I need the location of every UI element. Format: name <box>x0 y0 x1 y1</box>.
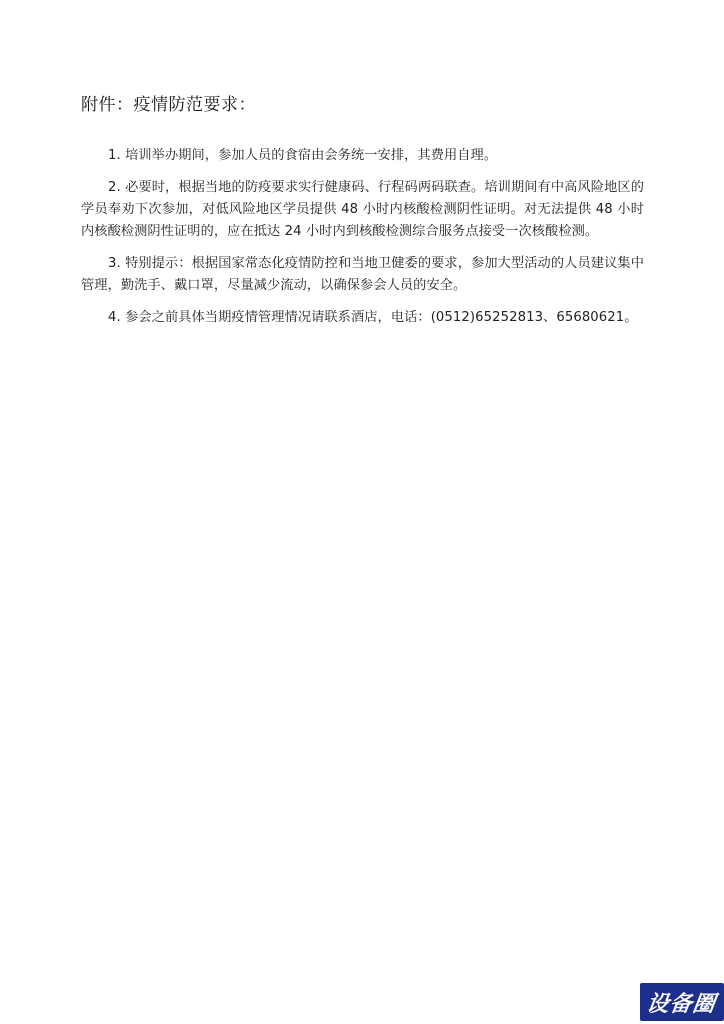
list-item <box>81 145 644 167</box>
item-number: 1. <box>108 148 126 163</box>
page-title: 附件：疫情防范要求： <box>81 95 256 115</box>
list-item <box>81 253 644 297</box>
item-text: 培训举办期间，参加人员的食宿由会务统一安排，其费用自理。 <box>125 148 498 163</box>
list-item <box>81 307 644 329</box>
list-item <box>81 177 644 243</box>
requirements-list <box>81 145 644 339</box>
item-text: 特别提示：根据国家常态化疫情防控和当地卫健委的要求，参加大型活动的人员建议集中管理，勤洗手、戴口罩，尽量减少流动，以确保参会人员的安全。 <box>81 256 644 293</box>
item-number: 3. <box>108 256 126 271</box>
watermark-logo <box>640 983 724 1021</box>
watermark-text: 设备圈 <box>645 990 719 1017</box>
item-text: 参会之前具体当期疫情管理情况请联系酒店，电话：(0512)65252813、65680621。 <box>125 310 638 325</box>
item-number: 4. <box>108 310 126 325</box>
item-number: 2. <box>108 180 126 195</box>
item-text: 必要时，根据当地的防疫要求实行健康码、行程码两码联查。培训期间有中高风险地区的学员奉劝下次参加，对低风险地区学员提供 48 小时内核酸检测阴性证明。对无法提供 48 小时内核酸检测阴性证明的，应在抵达 24 小时内到核酸检测综合服务点接受一次核酸检测。 <box>81 180 644 239</box>
